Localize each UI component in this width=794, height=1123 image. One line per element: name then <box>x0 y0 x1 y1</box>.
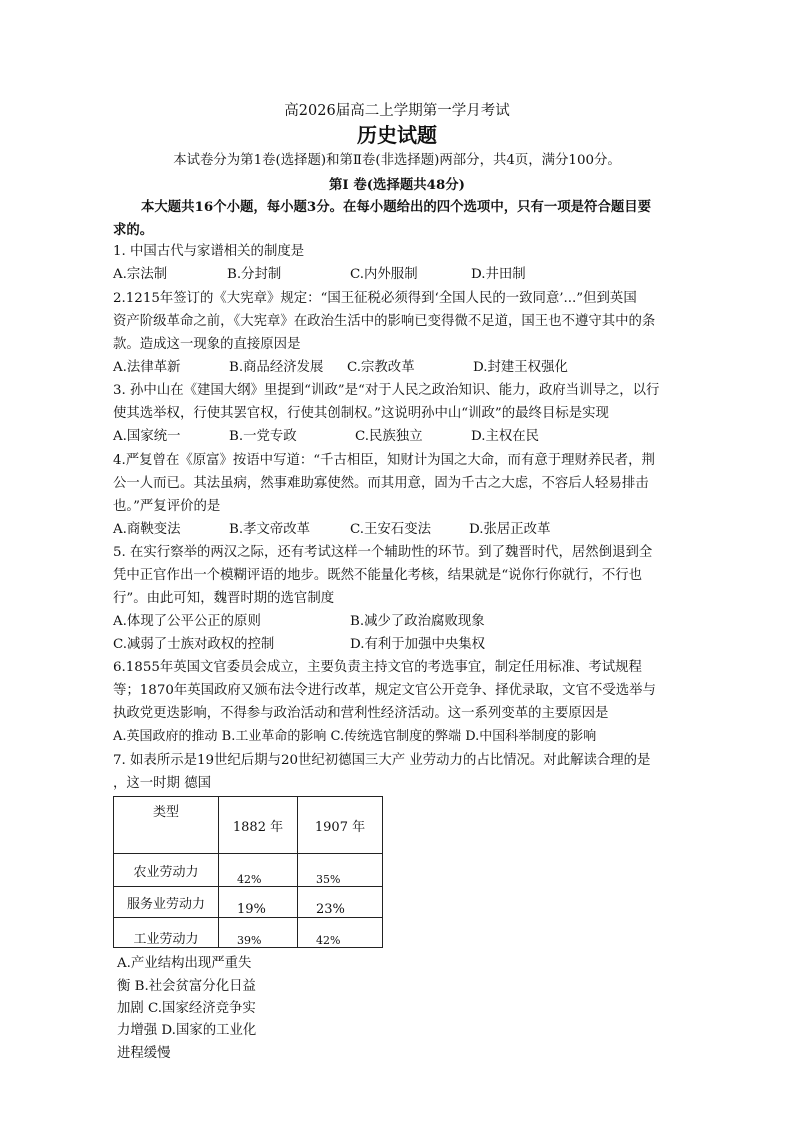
question-options: A.英国政府的推动 B.工业革命的影响 C.传统选官制度的弊端 D.中国科举制度的影响 <box>113 729 597 744</box>
question-stem: 执政党更迭影响，不得参与政治活动和营利性经济活动。这一系列变革的主要原因是 <box>113 706 609 721</box>
option-a: A.国家统一 <box>113 429 181 444</box>
table-row <box>114 854 383 887</box>
question-stem: 资产阶级革命之前，《大宪章》在政治生活中的影响已变得微不足道，国王也不遵守其中的条 <box>113 314 656 329</box>
option-a: A.体现了公平公正的原则 <box>113 614 261 629</box>
instruction-line: 本大题共16个小题，每小题3分。在每小题给出的四个选项中，只有一项是符合题目要 <box>141 199 652 215</box>
option-c: C.民族独立 <box>355 429 423 444</box>
table-cell: 服务业劳动力 <box>114 887 219 918</box>
option-a: A.商鞅变法 <box>113 522 181 537</box>
option-d: D.主权在民 <box>471 429 540 444</box>
question-stem: 2.1215年签订的《大宪章》规定：“国王征税必须得到‘全国人民的一致同意’...”但到英国 <box>113 291 637 306</box>
table-cell: 42% <box>219 854 298 887</box>
question-stem: 3. 孙中山在《建国大纲》里提到“训政”是“对于人民之政治知识、能力，政府当训导之，以行 <box>113 383 660 398</box>
question-options: 衡 B.社会贫富分化日益 <box>117 979 256 994</box>
question-stem: 7. 如表所示是19世纪后期与20世纪初德国三大产 业劳动力的占比情况。对此解读合理的是 <box>113 753 651 768</box>
table-header-cell: 1907 年 <box>298 797 383 854</box>
question-stem: 公一人而已。其法虽病，然事难助寡使然。而其用意，固为千古之大虑，不容后人轻易排击 <box>113 476 649 491</box>
option-a: A.宗法制 <box>113 267 168 282</box>
table-cell: 农业劳动力 <box>114 854 219 887</box>
question-options: A.产业结构出现严重失 <box>117 956 252 971</box>
table-cell: 23% <box>298 887 383 918</box>
exam-title: 历史试题 <box>357 123 437 147</box>
option-b: B.孝文帝改革 <box>229 522 311 537</box>
option-d: D.有利于加强中央集权 <box>350 637 486 652</box>
question-stem: 行”。由此可知，魏晋时期的选官制度 <box>113 591 335 606</box>
question-options: 进程缓慢 <box>117 1046 171 1061</box>
question-stem: 款。造成这一现象的直接原因是 <box>113 337 301 352</box>
table-cell: 35% <box>298 854 383 887</box>
exam-subtitle: 高2026届高二上学期第一学月考试 <box>284 103 510 119</box>
question-stem: 4.严复曾在《原富》按语中写道：“千古相臣，知财计为国之大命，而有意于理财养民者，荆 <box>113 453 655 468</box>
table-header-cell: 1882 年 <box>219 797 298 854</box>
question-stem: 等；1870年英国政府又颁布法令进行改革，规定文官公开竞争、择优录取，文官不受选举与 <box>113 683 656 698</box>
option-c: C.减弱了士族对政权的控制 <box>113 637 275 652</box>
option-d: D.张居正改革 <box>469 522 551 537</box>
labor-share-table <box>113 796 383 948</box>
section-title: 第Ⅰ 卷(选择题共48分) <box>329 177 465 193</box>
question-stem: 5. 在实行察举的两汉之际，还有考试这样一个辅助性的环节。到了魏晋时代，居然倒退到全 <box>113 545 653 560</box>
option-c: C.宗教改革 <box>347 360 415 375</box>
table-header-cell: 类型 <box>114 797 219 854</box>
exam-intro: 本试卷分为第1卷(选择题)和第Ⅱ卷(非选择题)两部分，共4页，满分100分。 <box>173 153 621 168</box>
question-stem: 凭中正官作出一个模糊评语的地步。既然不能量化考核，结果就是“说你行你就行，不行也 <box>113 568 643 583</box>
option-c: C.内外服制 <box>350 267 418 282</box>
option-b: B.减少了政治腐败现象 <box>350 614 485 629</box>
option-c: C.王安石变法 <box>350 522 431 537</box>
question-stem: 也。”严复评价的是 <box>113 499 221 514</box>
question-stem: 1. 中国古代与家谱相关的制度是 <box>113 244 305 259</box>
option-d: D.井田制 <box>471 267 526 282</box>
question-stem: 使其选举权，行使其罢官权，行使其创制权。”这说明孙中山“训政”的最终目标是实现 <box>113 406 609 421</box>
table-cell: 19% <box>219 887 298 918</box>
table-cell: 工业劳动力 <box>114 918 219 948</box>
question-options: 力增强 D.国家的工业化 <box>117 1023 257 1038</box>
question-options: 加剧 C.国家经济竞争实 <box>117 1001 256 1016</box>
option-a: A.法律革新 <box>113 360 181 375</box>
option-b: B.商品经济发展 <box>229 360 324 375</box>
question-stem: 6.1855年英国文官委员会成立，主要负责主持文官的考选事宜，制定任用标准、考试规程 <box>113 660 642 675</box>
instruction-line: 求的。 <box>113 222 154 238</box>
table-header-row <box>114 797 383 854</box>
question-stem: ，这一时期 德国 <box>113 776 211 791</box>
option-d: D.封建王权强化 <box>473 360 568 375</box>
table-cell: 42% <box>298 918 383 948</box>
option-b: B.一党专政 <box>229 429 297 444</box>
table-row <box>114 918 383 948</box>
option-b: B.分封制 <box>227 267 282 282</box>
table-cell: 39% <box>219 918 298 948</box>
table-row <box>114 887 383 918</box>
